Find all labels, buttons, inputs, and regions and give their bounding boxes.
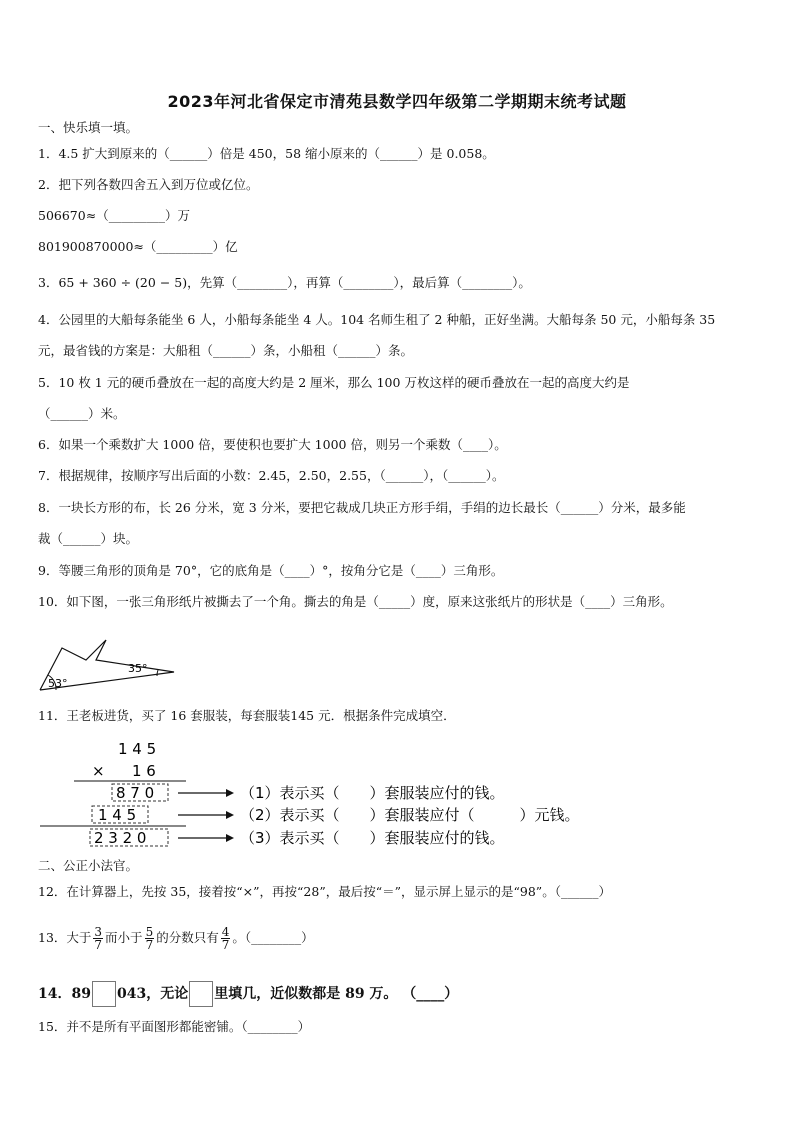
angle-arc-right bbox=[157, 670, 158, 676]
section-heading-2: 二、公正小法官。 bbox=[38, 858, 139, 873]
fraction-3-7 bbox=[93, 926, 103, 951]
question-9: 9．等腰三角形的顶角是 70°，它的底角是（____）°，按角分它是（____）三角形。 bbox=[38, 563, 504, 578]
final-product: 2 3 2 0 bbox=[94, 829, 147, 847]
fraction-numerator: 5 bbox=[145, 925, 154, 939]
question-8-line-1: 8．一块长方形的布，长 26 分米，宽 3 分米，要把它裁成几块正方形手绢，手绢的边长最长（______）分米，最多能 bbox=[38, 500, 686, 515]
question-3 bbox=[38, 274, 760, 292]
explanation-1: （1）表示买（ ）套服装应付的钱。 bbox=[240, 784, 505, 802]
question-14-part-3: 里填几，近似数都是 89 万。 （____） bbox=[214, 986, 459, 1002]
question-4-line-2: 元，最省钱的方案是：大船租（______）条，小船租（______）条。 bbox=[38, 343, 414, 358]
fraction-5-7 bbox=[145, 926, 155, 951]
question-8-line-2: 裁（______）块。 bbox=[38, 531, 139, 546]
mult-times-sign: × bbox=[92, 762, 105, 780]
fraction-denominator: 7 bbox=[94, 938, 103, 952]
question-14-part-2: 043，无论 bbox=[116, 986, 189, 1002]
arrow-1-head bbox=[226, 789, 234, 797]
question-3-text: ，先算（________），再算（________），最后算（________）。 bbox=[187, 275, 531, 290]
question-13 bbox=[38, 924, 760, 952]
question-13-prefix: 13．大于 bbox=[38, 930, 92, 945]
explanation-3: （3）表示买（ ）套服装应付的钱。 bbox=[240, 829, 505, 847]
question-15: 15．并不是所有平面图形都能密铺。（________） bbox=[38, 1019, 311, 1034]
multiplication-figure bbox=[36, 738, 616, 850]
partial-product-1: 8 7 0 bbox=[116, 784, 155, 802]
angle-label-right: 35° bbox=[128, 662, 148, 675]
explanation-2: （2）表示买（ ）套服装应付（ ）元钱。 bbox=[240, 806, 580, 824]
fraction-numerator: 4 bbox=[221, 925, 230, 939]
blank-box bbox=[92, 981, 116, 1007]
question-13-mid: 而小于 bbox=[105, 930, 143, 945]
question-2a: 506670≈（_________）万 bbox=[38, 208, 190, 223]
question-14-part-1: 14．89 bbox=[38, 986, 91, 1002]
question-7: 7．根据规律，按顺序写出后面的小数：2.45，2.50，2.55，（______），（______）。 bbox=[38, 468, 505, 483]
question-12: 12．在计算器上，先按 35，接着按“×”，再按“28”，最后按“＝”，显示屏上显示的是“98”。（______） bbox=[38, 884, 611, 899]
arrow-3-head bbox=[226, 834, 234, 842]
question-6: 6．如果一个乘数扩大 1000 倍，要使积也要扩大 1000 倍，则另一个乘数（____）。 bbox=[38, 437, 507, 452]
fraction-numerator: 3 bbox=[94, 925, 103, 939]
arrow-2-head bbox=[226, 811, 234, 819]
question-5-line-2: （______）米。 bbox=[38, 406, 126, 421]
question-5-line-1: 5．10 枚 1 元的硬币叠放在一起的高度大约是 2 厘米，那么 100 万枚这样的硬币叠放在一起的高度大约是 bbox=[38, 375, 630, 390]
mult-second-number: 1 6 bbox=[132, 762, 156, 780]
question-4-line-1: 4．公园里的大船每条能坐 6 人，小船每条能坐 4 人。104 名师生租了 2 种船，正好坐满。大船每条 50 元，小船每条 35 bbox=[38, 312, 716, 327]
question-10: 10．如下图，一张三角形纸片被撕去了一个角。撕去的角是（_____）度，原来这张纸片的形状是（____）三角形。 bbox=[38, 594, 673, 609]
question-2: 2．把下列各数四舍五入到万位或亿位。 bbox=[38, 177, 259, 192]
page-title: 2023年河北省保定市清苑县数学四年级第二学期期末统考试题 bbox=[167, 92, 627, 111]
question-13-mid2: 的分数只有 bbox=[156, 930, 219, 945]
mult-top-number: 1 4 5 bbox=[118, 740, 157, 758]
blank-box bbox=[189, 981, 213, 1007]
partial-product-2: 1 4 5 bbox=[98, 806, 137, 824]
question-14 bbox=[38, 981, 760, 1007]
question-3-number: 3． bbox=[38, 275, 59, 290]
fraction-4-7 bbox=[221, 926, 231, 951]
question-13-suffix: 。（________） bbox=[232, 930, 314, 945]
question-2b: 801900870000≈（_________）亿 bbox=[38, 239, 238, 254]
section-heading-1: 一、快乐填一填。 bbox=[38, 120, 139, 135]
fraction-denominator: 7 bbox=[145, 938, 154, 952]
torn-triangle-figure bbox=[36, 634, 178, 694]
question-1: 1．4.5 扩大到原来的（______）倍是 450，58 缩小原来的（______）是 0.058。 bbox=[38, 146, 495, 161]
question-11: 11．王老板进货，买了 16 套服装，每套服装145 元．根据条件完成填空． bbox=[38, 708, 456, 723]
question-3-expression: 65 + 360 ÷ (20 − 5) bbox=[58, 275, 188, 290]
fraction-denominator: 7 bbox=[221, 938, 230, 952]
angle-label-left: 53° bbox=[48, 677, 68, 690]
